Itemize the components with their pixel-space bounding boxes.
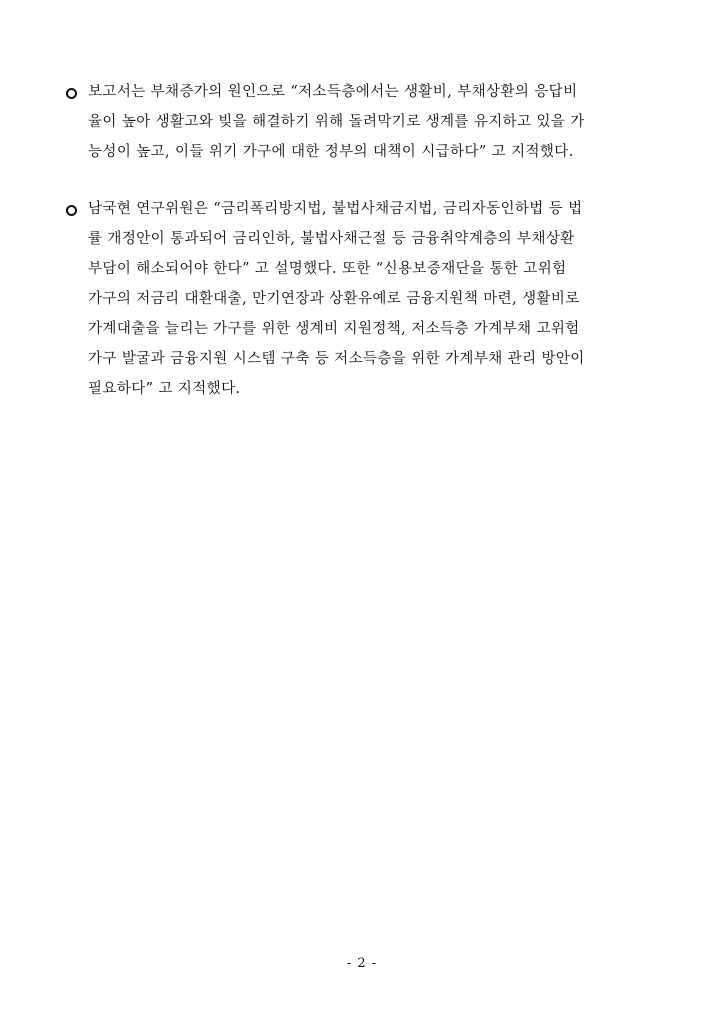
paragraph-2-line-3: 부담이 해소되어야 한다” 고 설명했다. 또한 “신용보증재단을 통한 고위험 [88,261,567,277]
paragraph-1-line-3: 능성이 높고, 이들 위기 가구에 대한 정부의 대책이 시급하다” 고 지적했다. [88,144,574,160]
paragraph-2-line-5: 가계대출을 늘리는 가구를 위한 생계비 지원정책, 저소득층 가계부채 고위험 [88,321,580,337]
paragraph-2-line-2: 률 개정안이 통과되어 금리인하, 불법사채근절 등 금융취약계층의 부채상환 [88,231,575,247]
circle-bullet-icon [66,205,77,216]
paragraph-2-line-1: 남국현 연구위원은 “금리폭리방지법, 불법사채금지법, 금리자동인하법 등 법 [88,201,583,217]
paragraph-1-line-1: 보고서는 부채증가의 원인으로 “저소득층에서는 생활비, 부채상환의 응답비 [88,84,578,100]
paragraph-2-line-7: 필요하다” 고 지적했다. [88,381,241,397]
paragraph-2-line-6: 가구 발굴과 금융지원 시스템 구축 등 저소득층을 위한 가계부채 관리 방안이 [88,351,585,367]
paragraph-1-line-2: 율이 높아 생활고와 빚을 해결하기 위해 돌려막기로 생계를 유지하고 있을 가 [88,114,585,130]
paragraph-2-line-4: 가구의 저금리 대환대출, 만기연장과 상환유예로 금융지원책 마련, 생활비로 [88,291,580,307]
circle-bullet-icon [66,88,77,99]
page-number: - 2 - [346,956,378,971]
